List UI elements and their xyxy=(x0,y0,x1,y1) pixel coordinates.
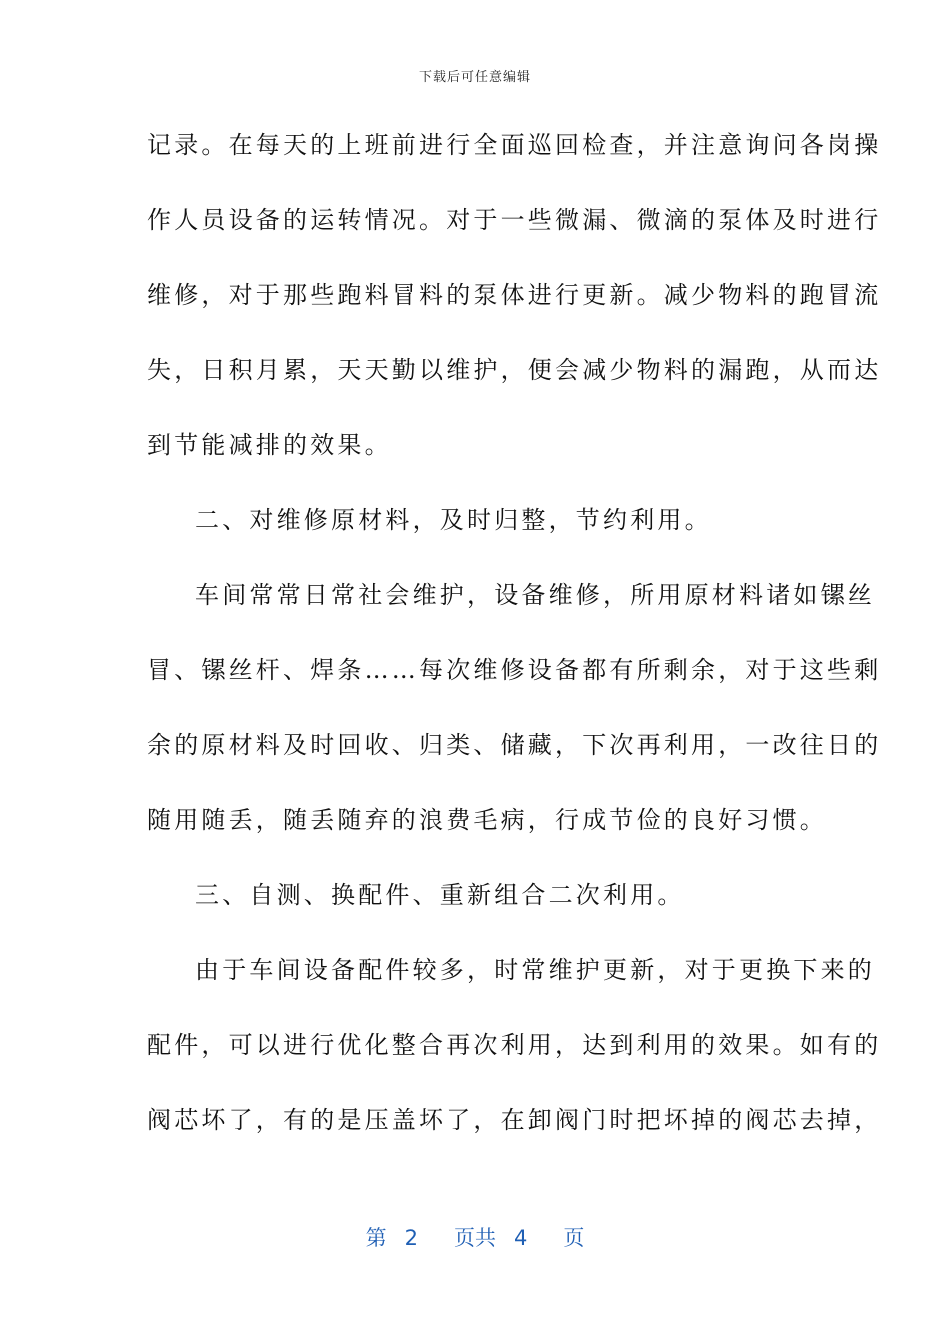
text-line-9: 余的原材料及时回收、归类、储藏，下次再利用，一改往日的 xyxy=(147,731,882,759)
footer-middle: 页共 xyxy=(454,1226,496,1250)
section-heading-2: 二、对维修原材料，及时归整，节约利用。 xyxy=(195,506,712,534)
section-heading-3: 三、自测、换配件、重新组合二次利用。 xyxy=(195,881,685,909)
text-line-10: 随用随丢，随丢随弃的浪费毛病，行成节俭的良好习惯。 xyxy=(147,806,827,834)
text-line-2: 作人员设备的运转情况。对于一些微漏、微滴的泵体及时进行 xyxy=(147,206,882,234)
page-header-note: 下载后可任意编辑 xyxy=(418,70,531,85)
text-line-12: 由于车间设备配件较多，时常维护更新，对于更换下来的 xyxy=(195,956,875,984)
text-line-3: 维修，对于那些跑料冒料的泵体进行更新。减少物料的跑冒流 xyxy=(147,281,882,309)
text-line-14: 阀芯坏了，有的是压盖坏了，在卸阀门时把坏掉的阀芯去掉， xyxy=(147,1106,882,1134)
text-line-1: 记录。在每天的上班前进行全面巡回检查，并注意询问各岗操 xyxy=(147,131,882,159)
footer-prefix: 第 xyxy=(365,1226,387,1250)
footer-current-page: 2 xyxy=(404,1226,418,1250)
text-line-4: 失，日积月累，天天勤以维护，便会减少物料的漏跑，从而达 xyxy=(147,356,882,384)
text-line-5: 到节能减排的效果。 xyxy=(147,431,392,459)
document-body xyxy=(147,118,882,1168)
footer-suffix: 页 xyxy=(563,1226,585,1250)
page-footer xyxy=(0,1222,950,1252)
text-line-7: 车间常常日常社会维护，设备维修，所用原材料诸如镙丝 xyxy=(195,581,875,609)
text-line-13: 配件，可以进行优化整合再次利用，达到利用的效果。如有的 xyxy=(147,1031,882,1059)
text-line-8: 冒、镙丝杆、焊条……每次维修设备都有所剩余，对于这些剩 xyxy=(147,656,882,684)
footer-total-pages: 4 xyxy=(514,1226,528,1250)
